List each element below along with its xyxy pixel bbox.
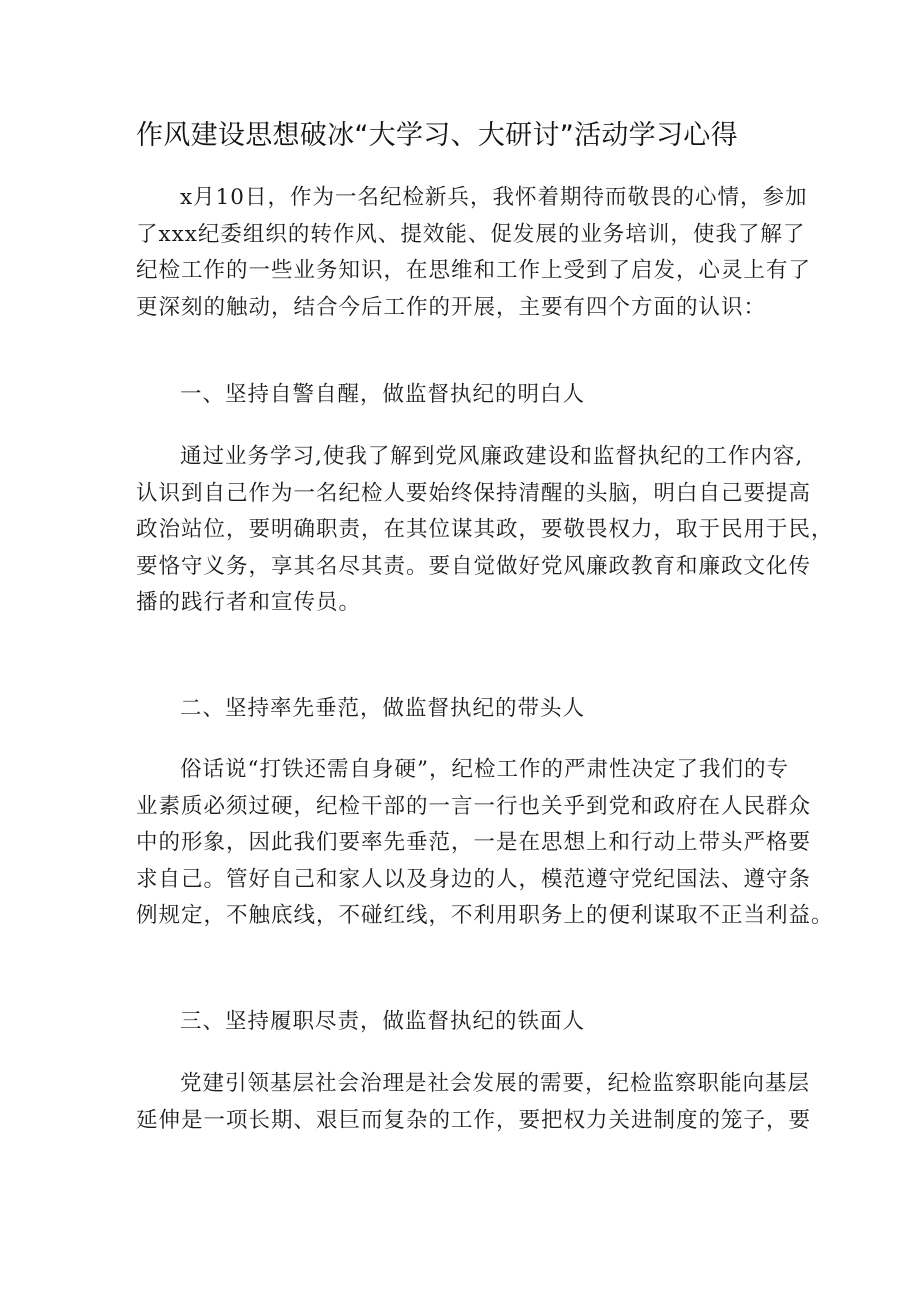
paragraph-line: 俗话说“打铁还需自身硬”，纪检工作的严肃性决定了我们的专 — [180, 757, 789, 782]
paragraph-line: 求自己。管好自己和家人以及身边的人，模范遵守党纪国法、遵守条 — [136, 866, 812, 892]
paragraph-line: 播的践行者和宣传员。 — [136, 590, 362, 615]
document-title: 作风建设思想破冰“大学习、大研讨”活动学习心得 — [136, 120, 738, 151]
paragraph-line: 更深刻的触动，结合今后工作的开展，主要有四个方面的认识： — [136, 294, 767, 320]
paragraph-line: 中的形象，因此我们要率先垂范，一是在思想上和行动上带头严格要 — [136, 830, 812, 855]
section-heading-2: 二、坚持率先垂范，做监督执纪的带头人 — [180, 696, 586, 721]
paragraph-line: 政治站位，要明确职责，在其位谋其政，要敬畏权力，取于民用于民， — [136, 517, 834, 542]
paragraph-line: 通过业务学习,使我了解到党风廉政建设和监督执纪的工作内容, — [180, 444, 804, 469]
paragraph-line: x月10日，作为一名纪检新兵，我怀着期待而敬畏的心情，参加 — [180, 185, 808, 210]
section-heading-3: 三、坚持履职尽责，做监督执纪的铁面人 — [180, 1009, 586, 1034]
section-1-paragraph — [136, 439, 834, 622]
paragraph-line: 业素质必须过硬，纪检干部的一言一行也关乎到党和政府在人民群众 — [136, 793, 812, 819]
paragraph-line: 了xxx纪委组织的转作风、提效能、促发展的业务培训，使我了解了 — [136, 221, 806, 247]
paragraph-line: 要恪守义务，享其名尽其责。要自觉做好党风廉政教育和廉政文化传 — [136, 553, 812, 579]
paragraph-line: 纪检工作的一些业务知识，在思维和工作上受到了启发，心灵上有了 — [136, 258, 812, 283]
paragraph-line: 例规定，不触底线，不碰红线，不利用职务上的便利谋取不正当利益。 — [136, 903, 834, 928]
intro-paragraph — [136, 180, 812, 326]
paragraph-line: 认识到自己作为一名纪检人要始终保持清醒的头脑，明白自己要提高 — [136, 480, 812, 506]
paragraph-line: 延伸是一项长期、艰巨而复杂的工作，要把权力关进制度的笼子，要 — [136, 1107, 812, 1133]
section-3-paragraph — [136, 1066, 812, 1139]
paragraph-line: 党建引领基层社会治理是社会发展的需要，纪检监察职能向基层 — [180, 1071, 811, 1096]
section-2-paragraph — [136, 752, 834, 935]
section-heading-1: 一、坚持自警自醒，做监督执纪的明白人 — [180, 382, 586, 407]
